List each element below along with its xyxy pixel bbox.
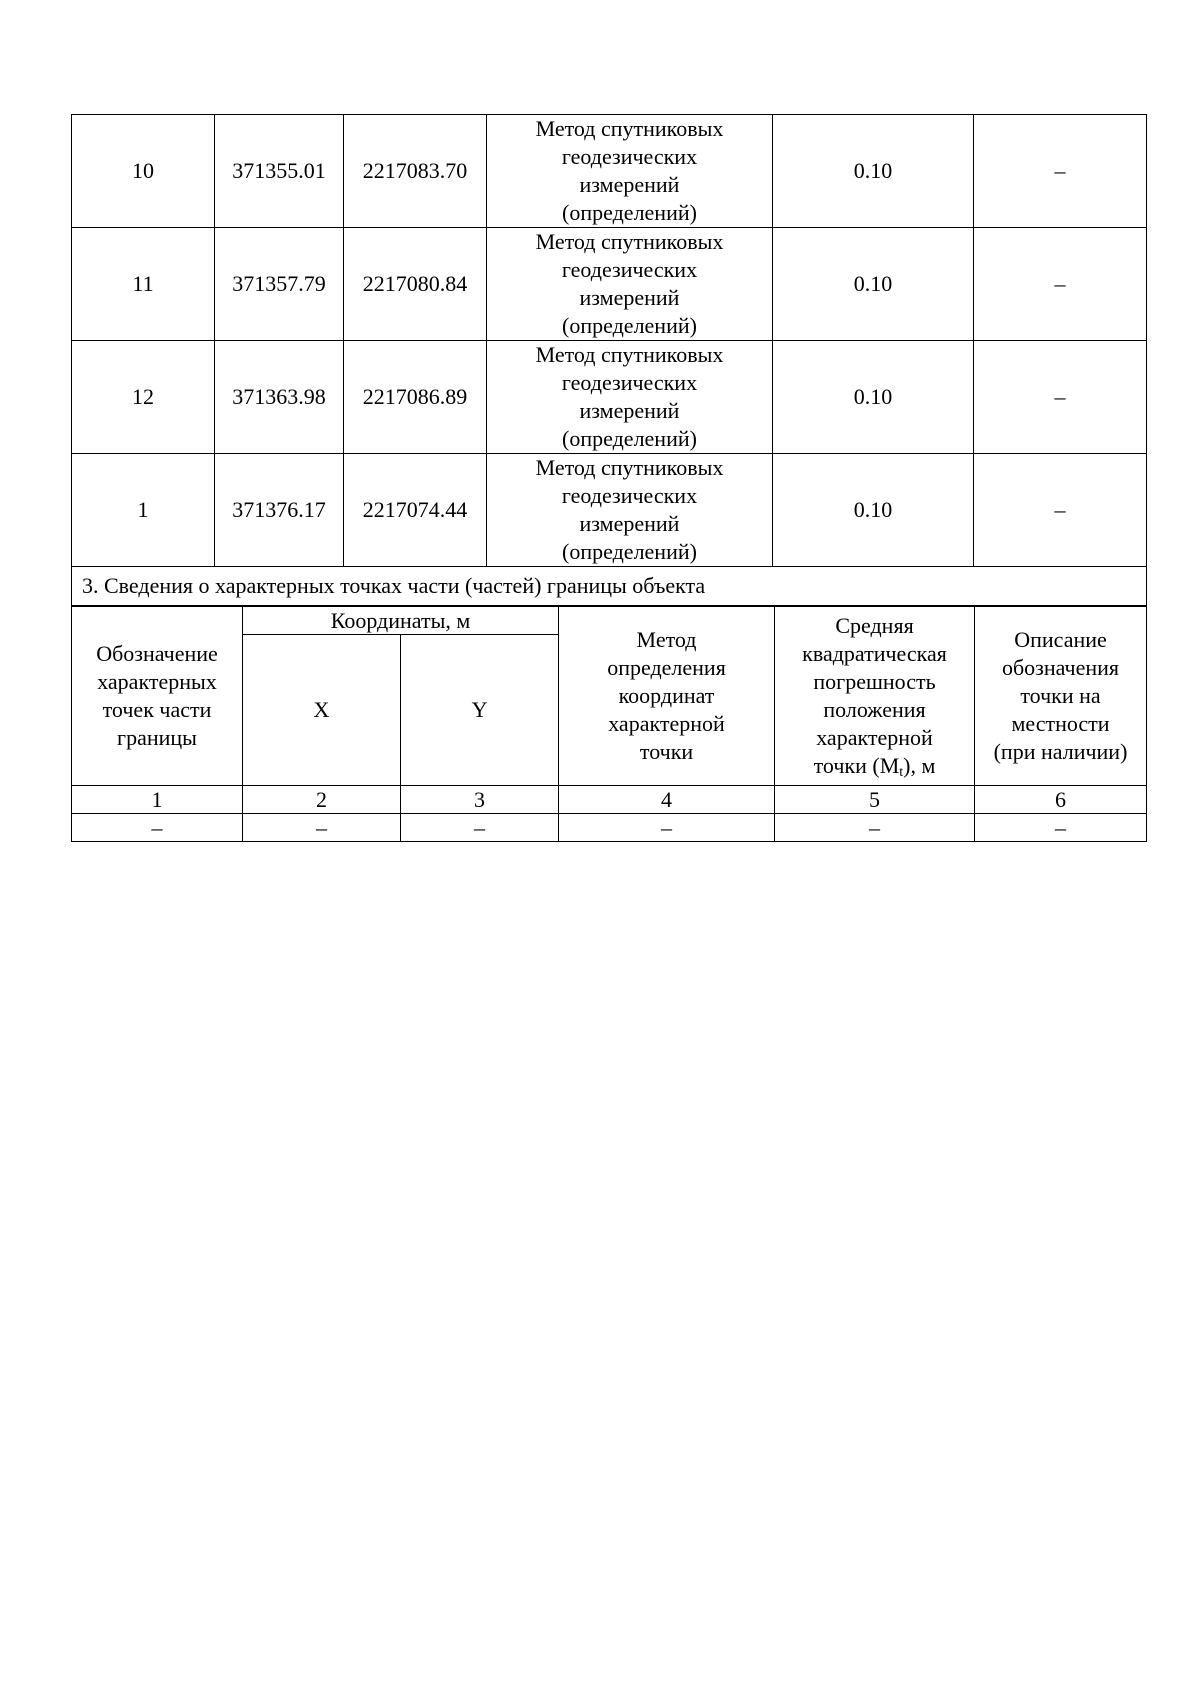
column-number: 3 bbox=[401, 786, 559, 814]
column-number: 4 bbox=[559, 786, 775, 814]
header-row bbox=[72, 607, 1147, 635]
header-designation: Обозначение характерных точек части границы bbox=[72, 607, 243, 786]
point-description: – bbox=[974, 341, 1147, 454]
point-x: 371376.17 bbox=[215, 454, 344, 567]
point-id: 1 bbox=[72, 454, 215, 567]
point-y: 2217074.44 bbox=[344, 454, 487, 567]
point-description: – bbox=[974, 115, 1147, 228]
table-row bbox=[72, 228, 1147, 341]
boundary-points-table bbox=[71, 114, 1147, 606]
point-y: 2217086.89 bbox=[344, 341, 487, 454]
point-y: 2217083.70 bbox=[344, 115, 487, 228]
header-y: Y bbox=[401, 635, 559, 786]
header-accuracy bbox=[775, 607, 975, 786]
header-x: X bbox=[243, 635, 401, 786]
empty-cell: – bbox=[72, 814, 243, 842]
point-accuracy: 0.10 bbox=[773, 115, 974, 228]
table-row bbox=[72, 454, 1147, 567]
header-method: Метод определения координат характерной точки bbox=[559, 607, 775, 786]
point-id: 12 bbox=[72, 341, 215, 454]
section-3-title: 3. Сведения о характерных точках части (частей) границы объекта bbox=[72, 567, 1147, 606]
point-id: 10 bbox=[72, 115, 215, 228]
point-x: 371357.79 bbox=[215, 228, 344, 341]
point-method: Метод спутниковых геодезических измерений (определений) bbox=[487, 115, 773, 228]
header-coordinates: Координаты, м bbox=[243, 607, 559, 635]
empty-cell: – bbox=[243, 814, 401, 842]
column-number-row bbox=[72, 786, 1147, 814]
header-accuracy-tail: ), м bbox=[903, 753, 936, 778]
point-method: Метод спутниковых геодезических измерений (определений) bbox=[487, 228, 773, 341]
column-number: 1 bbox=[72, 786, 243, 814]
header-description: Описание обозначения точки на местности (при наличии) bbox=[975, 607, 1147, 786]
point-x: 371355.01 bbox=[215, 115, 344, 228]
part-points-table bbox=[71, 606, 1147, 842]
point-id: 11 bbox=[72, 228, 215, 341]
point-method: Метод спутниковых геодезических измерений (определений) bbox=[487, 341, 773, 454]
column-number: 6 bbox=[975, 786, 1147, 814]
table-row bbox=[72, 341, 1147, 454]
table-row bbox=[72, 814, 1147, 842]
section-title-row bbox=[72, 567, 1147, 606]
column-number: 5 bbox=[775, 786, 975, 814]
empty-cell: – bbox=[559, 814, 775, 842]
point-accuracy: 0.10 bbox=[773, 228, 974, 341]
point-description: – bbox=[974, 228, 1147, 341]
point-y: 2217080.84 bbox=[344, 228, 487, 341]
point-x: 371363.98 bbox=[215, 341, 344, 454]
table-row bbox=[72, 115, 1147, 228]
header-accuracy-main: Средняя квадратическая погрешность положения характерной точки (M bbox=[802, 613, 947, 778]
point-description: – bbox=[974, 454, 1147, 567]
point-accuracy: 0.10 bbox=[773, 341, 974, 454]
point-method: Метод спутниковых геодезических измерений (определений) bbox=[487, 454, 773, 567]
empty-cell: – bbox=[975, 814, 1147, 842]
column-number: 2 bbox=[243, 786, 401, 814]
point-accuracy: 0.10 bbox=[773, 454, 974, 567]
empty-cell: – bbox=[401, 814, 559, 842]
empty-cell: – bbox=[775, 814, 975, 842]
header-accuracy-sub: t bbox=[899, 765, 904, 780]
